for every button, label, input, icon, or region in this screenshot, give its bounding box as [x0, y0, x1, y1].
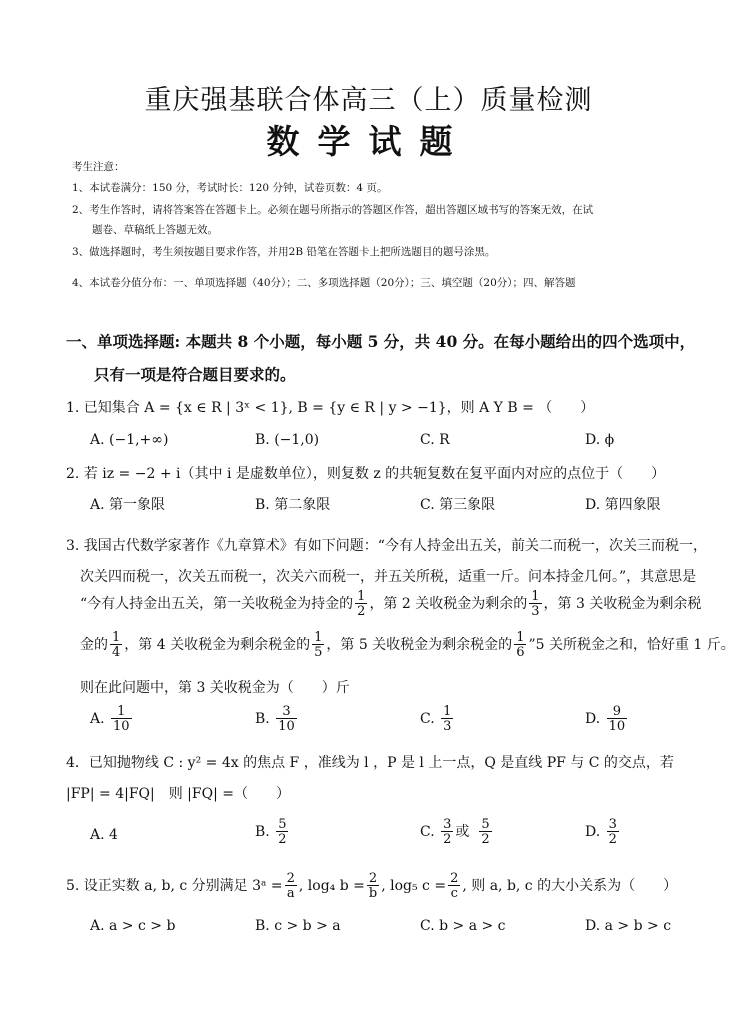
q2-option-b: B. 第二象限	[255, 497, 331, 513]
fraction: $\frac{1}{6}$	[516, 630, 525, 660]
q4-option-d: D. $\frac{3}{2}$	[585, 817, 617, 847]
note-4: 4、本试卷分值分布：一、单项选择题（40分）；二、多项选择题（20分）；三、填空题（20分）；四、解答题	[72, 277, 576, 289]
question-1-stem: 1. 已知集合 A = {x ∈ R | 3ˣ < 1}, B = {y ∈ R | y > −1}，则 A Y B = （ ）	[66, 400, 595, 416]
note-3: 3、做选择题时，考生须按题目要求作答，并用2B 铅笔在答题卡上把所选题目的题号涂黑。	[72, 246, 496, 258]
question-4-line-2: |FP| = 4|FQ| 则 |FQ| =（ ）	[66, 786, 290, 802]
exam-subject-title: 数学试题	[266, 122, 471, 161]
q5-option-b: B. c > b > a	[255, 918, 341, 934]
q5-option-a: A. a > c > b	[90, 918, 176, 934]
fraction: $\frac{1}{4}$	[112, 630, 121, 660]
q3-option-c: C. $\frac{1}{3}$	[420, 704, 452, 734]
question-4-line-1: 4．已知抛物线 C : y² = 4x 的焦点 F ，准线为 l ，P 是 l 上一点，Q 是直线 PF 与 C 的交点，若	[66, 755, 674, 771]
q4-option-b: B. $\frac{5}{2}$	[255, 817, 287, 847]
note-2: 2、考生作答时，请将答案答在答题卡上。必须在题号所指示的答题区作答，超出答题区域书写的答案无效，在试	[72, 204, 594, 216]
section-heading-cont: 只有一项是符合题目要求的。	[94, 365, 296, 384]
note-1: 1、本试卷满分：150 分，考试时长：120 分钟，试卷页数：4 页。	[72, 182, 388, 194]
question-2-stem: 2. 若 iz = −2 + i（其中 i 是虚数单位），则复数 z 的共轭复数在复平面内对应的点位于（ ）	[66, 466, 666, 482]
q3-option-d: D. $\frac{9}{10}$	[585, 704, 626, 734]
fraction: $\frac{1}{2}$	[357, 589, 366, 619]
section-heading: 一、单项选择题: 本题共 8 个小题，每小题 5 分，共 40 分。在每小题给出的四个选项中，	[66, 332, 696, 351]
question-5-stem: 5. 设正实数 a, b, c 分别满足 3ᵃ = $\frac{2}{a}$ , log₄ b = $\frac{2}{b}$ , log₅ c = $\frac{2}{c}$ , 则 a, b, c 的大小关系为（ ）	[66, 871, 678, 901]
question-3-line-5: 则在此问题中，第 3 关收税金为（ ）斤	[80, 680, 350, 696]
exam-title: 重庆强基联合体高三（上）质量检测	[144, 85, 593, 116]
q1-option-b: B. (−1,0)	[255, 432, 320, 448]
notes-heading: 考生注意：	[72, 161, 125, 173]
question-3-line-4: 金的 $\frac{1}{4}$ ，第 4 关收税金为剩余税金的 $\frac{1}{5}$ ，第 5 关收税金为剩余税金的 $\frac{1}{6}$ ”5 关所税金之和，恰好重 1 斤。	[80, 630, 735, 660]
fraction: $\frac{1}{5}$	[314, 630, 323, 660]
question-3-line-2: 次关四而税一，次关五而税一，次关六而税一，并五关所税，适重一斤。问本持金几何。”，其意思是	[80, 569, 697, 585]
q5-option-d: D. a > b > c	[585, 918, 672, 934]
note-2-cont: 题卷、草稿纸上答题无效。	[92, 224, 218, 236]
q2-option-c: C. 第三象限	[420, 497, 496, 513]
question-3-line-3: “今有人持金出五关，第一关收税金为持金的 $\frac{1}{2}$ ，第 2 关收税金为剩余的 $\frac{1}{3}$ ，第 3 关收税金为剩余税	[80, 589, 702, 619]
question-3-line-1: 3. 我国古代数学家著作《九章算术》有如下问题：“今有人持金出五关，前关二而税一，次关三而税一，	[66, 538, 707, 554]
q1-option-a: A. (−1,+∞)	[90, 432, 169, 448]
q4-option-c: C. $\frac{3}{2}$ 或 $\frac{5}{2}$	[420, 817, 490, 847]
q3-option-b: B. $\frac{3}{10}$	[255, 704, 295, 734]
q1-option-c: C. R	[420, 432, 450, 448]
fraction: $\frac{1}{3}$	[531, 589, 540, 619]
q5-option-c: C. b > a > c	[420, 918, 506, 934]
q2-option-d: D. 第四象限	[585, 497, 661, 513]
q3-option-a: A. $\frac{1}{10}$	[90, 704, 130, 734]
q1-option-d: D. ϕ	[585, 432, 615, 448]
q4-option-a: A. 4	[90, 827, 118, 843]
q2-option-a: A. 第一象限	[90, 497, 166, 513]
